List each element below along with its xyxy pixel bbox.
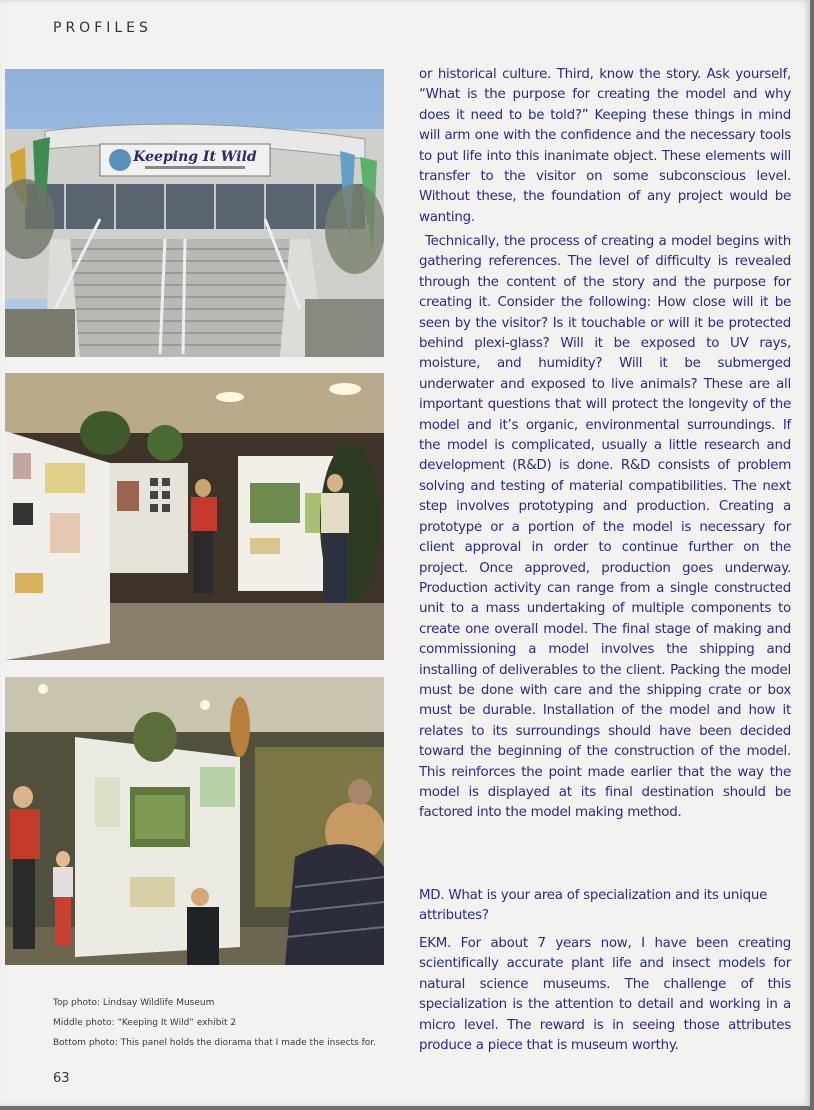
caption-top-photo: Top photo: Lindsay Wildlife Museum (53, 998, 215, 1008)
question-text: MD. What is your area of specialization and its unique attributes? (419, 888, 768, 924)
paragraph-text: or historical culture. Third, know the story. Ask yourself, “What is the purpose for creating the model and why does it need to be told?” Keeping these things in mind will arm one with the confidence and the necessary tools to put life into this inanimate object. These elements will transfer to the visitor on some subconscious level. Without these, the foundation of any project would be wanting. (419, 67, 791, 225)
caption-middle-photo: Middle photo: “Keeping It Wild” exhibit 2 (53, 1018, 237, 1028)
interview-question (419, 886, 791, 927)
interview-answer (419, 934, 791, 1056)
article-paragraph-1 (419, 65, 791, 228)
banner-title: Keeping It Wild (133, 149, 257, 165)
page-number: 63 (53, 1071, 70, 1086)
section-header: PROFILES (53, 20, 152, 36)
article-paragraph-2 (419, 232, 791, 824)
caption-bottom-photo: Bottom photo: This panel holds the diorama that I made the insects for. (53, 1038, 377, 1048)
paragraph-text: Technically, the process of creating a model begins with gathering references. The level of difficulty is revealed through the content of the story and the purpose for creating it. Consider the following: How close will it be seen by the visitor? Is it touchable or will it be protected behind plexi-glass? Will it be exposed to UV rays, moisture, and humidity? Will it be submerged underwater and exposed to live animals? These are all important questions that will protect the longevity of the model and it’s organic, environmental surroundings. If the model is complicated, usually a little research and development (R&D) is done. R&D consists of problem solving and testing of material compatibilities. The next step involves prototyping and production. Creating a prototype or a portion of the model is necessary for client approval in order to continue further on the project. Once approved, production goes underway. Production activity can range from a single constructed unit to a mass undertaking of multiple components to create one overall model. The final stage of making and commissioning a model involves the shipping and installing of deliverables to the client. Packing the model must be done with care and the shipping crate or box must be durable. Installation of the model and how it relates to its surroundings should have been decided toward the beginning of the construction of the model. This reinforces the point made earlier that the way the model is displayed at its final destination should be factored into the model making method. (419, 234, 791, 821)
middle-photo-exhibit-hall (5, 373, 384, 660)
bottom-photo-diorama-panel (5, 677, 384, 965)
top-photo-museum-exterior (5, 69, 384, 357)
answer-text: EKM. For about 7 years now, I have been creating scientifically accurate plant life and insect models for natural science museums. The challenge of this specialization is the attention to detail and working in a micro level. The reward is in seeing those attributes produce a piece that is museum worthy. (419, 936, 791, 1054)
